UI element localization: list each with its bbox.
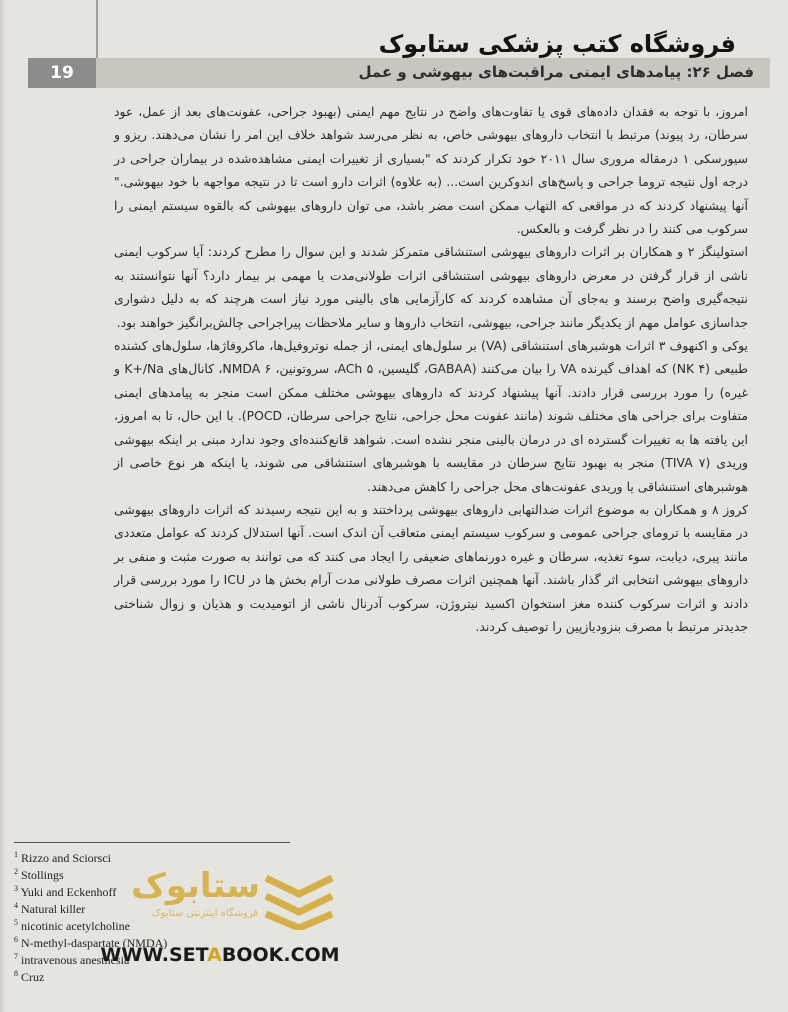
chapter-title: فصل ۲۶: پیامدهای ایمنی مراقبت‌های بیهوشی و عمل <box>358 63 754 81</box>
header-divider <box>96 0 98 58</box>
footnote-item: $^8$ Cruz <box>14 969 45 984</box>
paragraph-3: یوکی و اکنهوف ۳ اثرات هوشبرهای استنشاقی (VA) بر سلول‌های ایمنی، از جمله نوتروفیل‌ها، ماکروفاژها، سلول‌های کشنده طبیعی (NK ۴) که اهداف گیرنده VA را بیان می‌کنند (GABAA، گلیسین، ACh ۵، سروتونین، NMDA ۶، کانال‌های K+/Na و غیره) را مورد بررسی قرار دادند. آنها پیشنهاد کردند که داروهای بیهوشی مختلف ممکن است منجر به پیامدهای ایمنی متفاوت برای جراحی های مختلف شوند (مانند عفونت محل جراحی، نتایج جراحی سرطان، POCD). با این حال، تا به امروز، این یافته ها به تغییرات گسترده ای در درمان بالینی منجر نشده است. شواهد قانع‌کننده‌ای وجود ندارد مبنی بر اینکه بیهوشی وریدی (TIVA ۷) منجر به بهبود نتایج سرطان در مقایسه با هوشبرهای استنشاقی می شوند، یا اینکه هر نوع خاصی از هوشبرهای استنشاقی یا وریدی عفونت‌های محل جراحی را کاهش می‌دهند. <box>114 338 749 494</box>
page-edge <box>0 0 6 1012</box>
setabook-logo-icon <box>258 868 340 930</box>
paragraph-1: امروز، با توجه به فقدان داده‌های قوی یا تفاوت‌های واضح در نتایج مهم ایمنی (بهبود جراحی، عفونت‌های بعد از عمل، عود سرطان، رد پیوند) مرتبط با انتخاب داروهای بیهوشی خاص، به نظر می‌رسد شواهد خلاف این امر را نشان می‌دهند. ریزو و سیورسکی ۱ درمقاله مروری سال ۲۰۱۱ خود تکرار کردند که "بسیاری از تغییرات ایمنی مشاهده‌شده در بیماران جراحی در درجه اول نتیجه تروما جراحی و پاسخ‌های اندوکرین است... (به علاوه) اثرات دارو است تا در نتیجه مواجهه با خود بیهوشی." آنها پیشنهاد کردند که در مواقعی که التهاب ممکن است مضر باشد، می توان داروهای بیهوشی که بالقوه سیستم ایمنی را سرکوب می کنند را در نظر گرفت و بالعکس. <box>114 104 749 237</box>
watermark-url: WWW.SETABOOK.COM <box>100 944 340 966</box>
store-title: فروشگاه کتب پزشکی ستابوک <box>378 30 736 58</box>
watermark-tagline: فروشگاه اینترنتی ستابوک <box>151 908 258 919</box>
page-number: 19 <box>28 58 96 88</box>
footnote-item: $^4$ Natural killer <box>14 901 86 916</box>
footnote-item: $^3$ Yuki and Eckenhoff <box>14 884 117 899</box>
footnote-divider <box>14 842 290 843</box>
footnote-item: $^5$ nicotinic acetylcholine <box>14 918 130 933</box>
footnote-item: $^1$ Rizzo and Sciorsci <box>14 850 111 865</box>
footnote-item: $^2$ Stollings <box>14 867 64 882</box>
paragraph-4: کروز ۸ و همکاران به موضوع اثرات ضدالتهابی داروهای بیهوشی پرداختند و به این نتیجه رسیدند که اثرات داروهای بیهوشی در مقایسه با ترومای جراحی عمومی و سرکوب سیستم ایمنی متعاقب آن اندک است. آنها استدلال کردند که عوامل متعددی مانند پیری، دیابت، سوء تغذیه، سرطان و غیره دورنماهای ضعیفی را ایجاد می کنند که می توانند به صورت مثبت و منفی بر داروهای بیهوشی انتخابی اثر گذار باشند. آنها همچنین اثرات مصرف طولانی مدت آرام بخش ها در ICU را مورد بررسی قرار دادند و اثرات سرکوب کننده مغز استخوان اکسید نیتروژن، سرکوب آدرنال ناشی از اتومیدیت و هذیان و زوال شناختی جدیدتر مرتبط با مصرف بنزودیازپین را توصیف کردند. <box>114 501 748 634</box>
body-text <box>114 100 748 638</box>
paragraph-2: استولینگز ۲ و همکاران بر اثرات داروهای بیهوشی استنشاقی متمرکز شدند و این سوال را مطرح کردند: آیا سرکوب ایمنی ناشی از قرار گرفتن در معرض داروهای بیهوشی استنشاقی اثرات طولانی‌مدت یا مهمی بر بیمار دارد؟ آنها نتوانستند به نتیجه‌گیری واضح برسند و به‌جای آن مشاهده کردند که کارآزمایی های بالینی مورد نیاز است هرچند که به دلیل دشواری جداسازی عوامل مهم از یکدیگر مانند جراحی، بیهوشی، انتخاب داروها و سایر ملاحظات پیراجراحی چالش‌برانگیز خواهند بود. <box>114 244 748 330</box>
footnote-item: $^6$ N-methyl-daspartate (NMDA) <box>14 935 168 950</box>
footnote-item: $^7$ intravenous anesthesia <box>14 952 130 967</box>
watermark-brand: ستابوک <box>131 866 260 906</box>
